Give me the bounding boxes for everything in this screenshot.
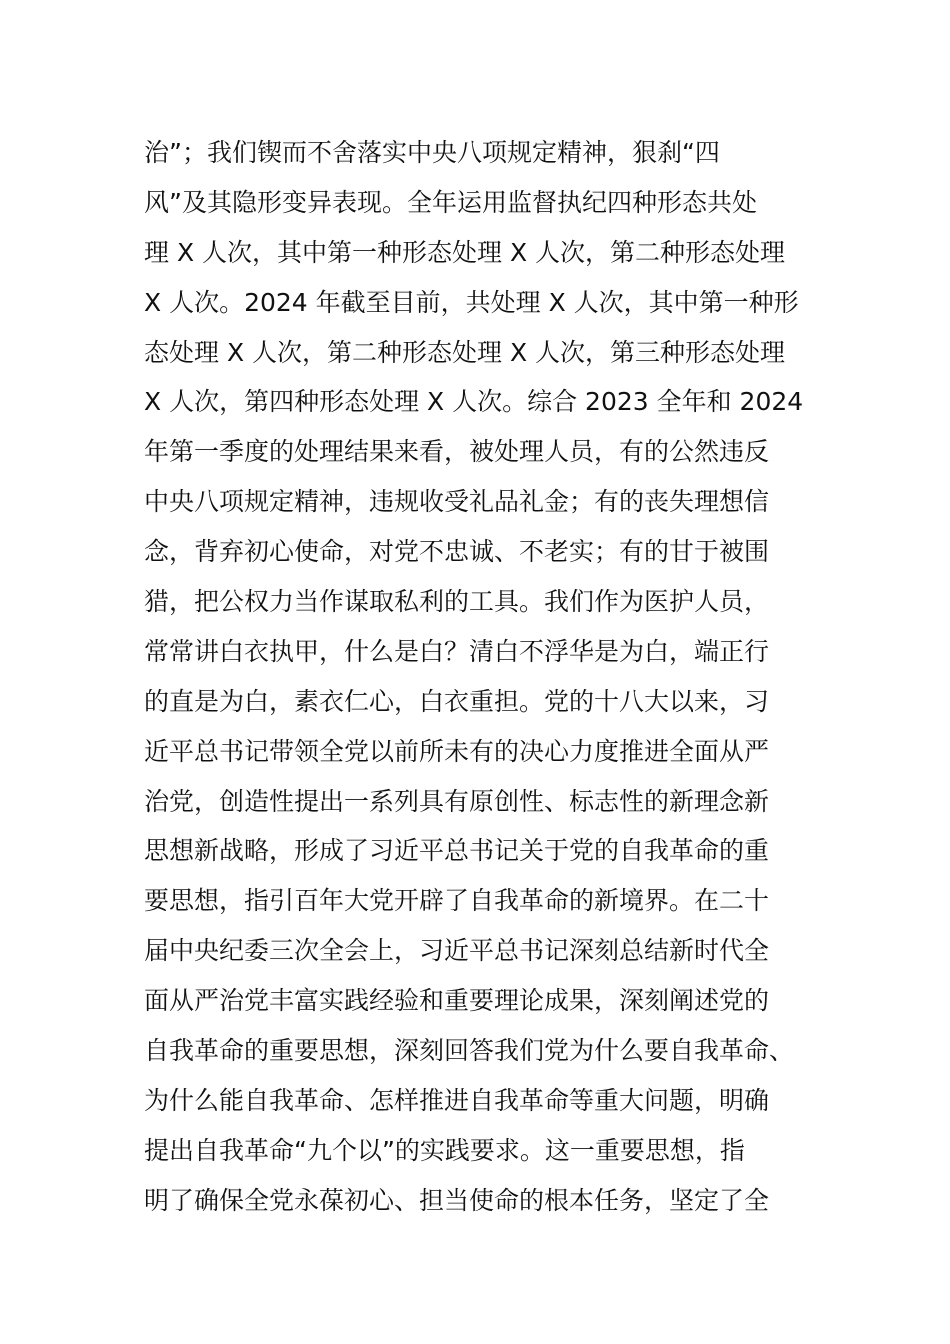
text-line: 要思想，指引百年大党开辟了自我革命的新境界。在二十 — [144, 886, 770, 916]
text-line: 猎，把公权力当作谋取私利的工具。我们作为医护人员， — [144, 587, 770, 617]
text-line: 明了确保全党永葆初心、担当使命的根本任务，坚定了全 — [144, 1185, 770, 1215]
text-line: 风”及其隐形变异表现。全年运用监督执纪四种形态共处 — [144, 187, 757, 217]
text-line: 年第一季度的处理结果来看，被处理人员，有的公然违反 — [144, 437, 770, 467]
text-line: X 人次，第四种形态处理 X 人次。综合 2023 全年和 2024 — [144, 387, 804, 417]
body-text — [144, 128, 814, 1226]
text-line: 为什么能自我革命、怎样推进自我革命等重大问题，明确 — [144, 1085, 770, 1115]
text-line: 面从严治党丰富实践经验和重要理论成果，深刻阐述党的 — [144, 986, 770, 1016]
text-line: 中央八项规定精神，违规收受礼品礼金；有的丧失理想信 — [144, 487, 770, 517]
text-line: 自我革命的重要思想，深刻回答我们党为什么要自我革命、 — [144, 1036, 795, 1066]
text-line: 治”；我们锲而不舍落实中央八项规定精神，狠刹“四 — [144, 138, 720, 167]
text-line: 届中央纪委三次全会上，习近平总书记深刻总结新时代全 — [144, 936, 770, 966]
text-line: 念，背弃初心使命，对党不忠诚、不老实；有的甘于被围 — [144, 537, 770, 567]
text-line: 提出自我革命“九个以”的实践要求。这一重要思想，指 — [144, 1135, 745, 1165]
text-line: 的直是为白，素衣仁心，白衣重担。党的十八大以来，习 — [144, 686, 770, 716]
text-line: 常常讲白衣执甲，什么是白？清白不浮华是为白，端正行 — [144, 636, 770, 666]
text-line: X 人次。2024 年截至目前，共处理 X 人次，其中第一种形 — [144, 287, 799, 317]
text-line: 思想新战略，形成了习近平总书记关于党的自我革命的重 — [144, 836, 770, 866]
text-line: 治党，创造性提出一系列具有原创性、标志性的新理念新 — [144, 786, 770, 816]
text-line: 态处理 X 人次，第二种形态处理 X 人次，第三种形态处理 — [144, 337, 786, 367]
text-line: 近平总书记带领全党以前所未有的决心力度推进全面从严 — [144, 736, 770, 766]
text-line: 理 X 人次，其中第一种形态处理 X 人次，第二种形态处理 — [144, 237, 786, 267]
